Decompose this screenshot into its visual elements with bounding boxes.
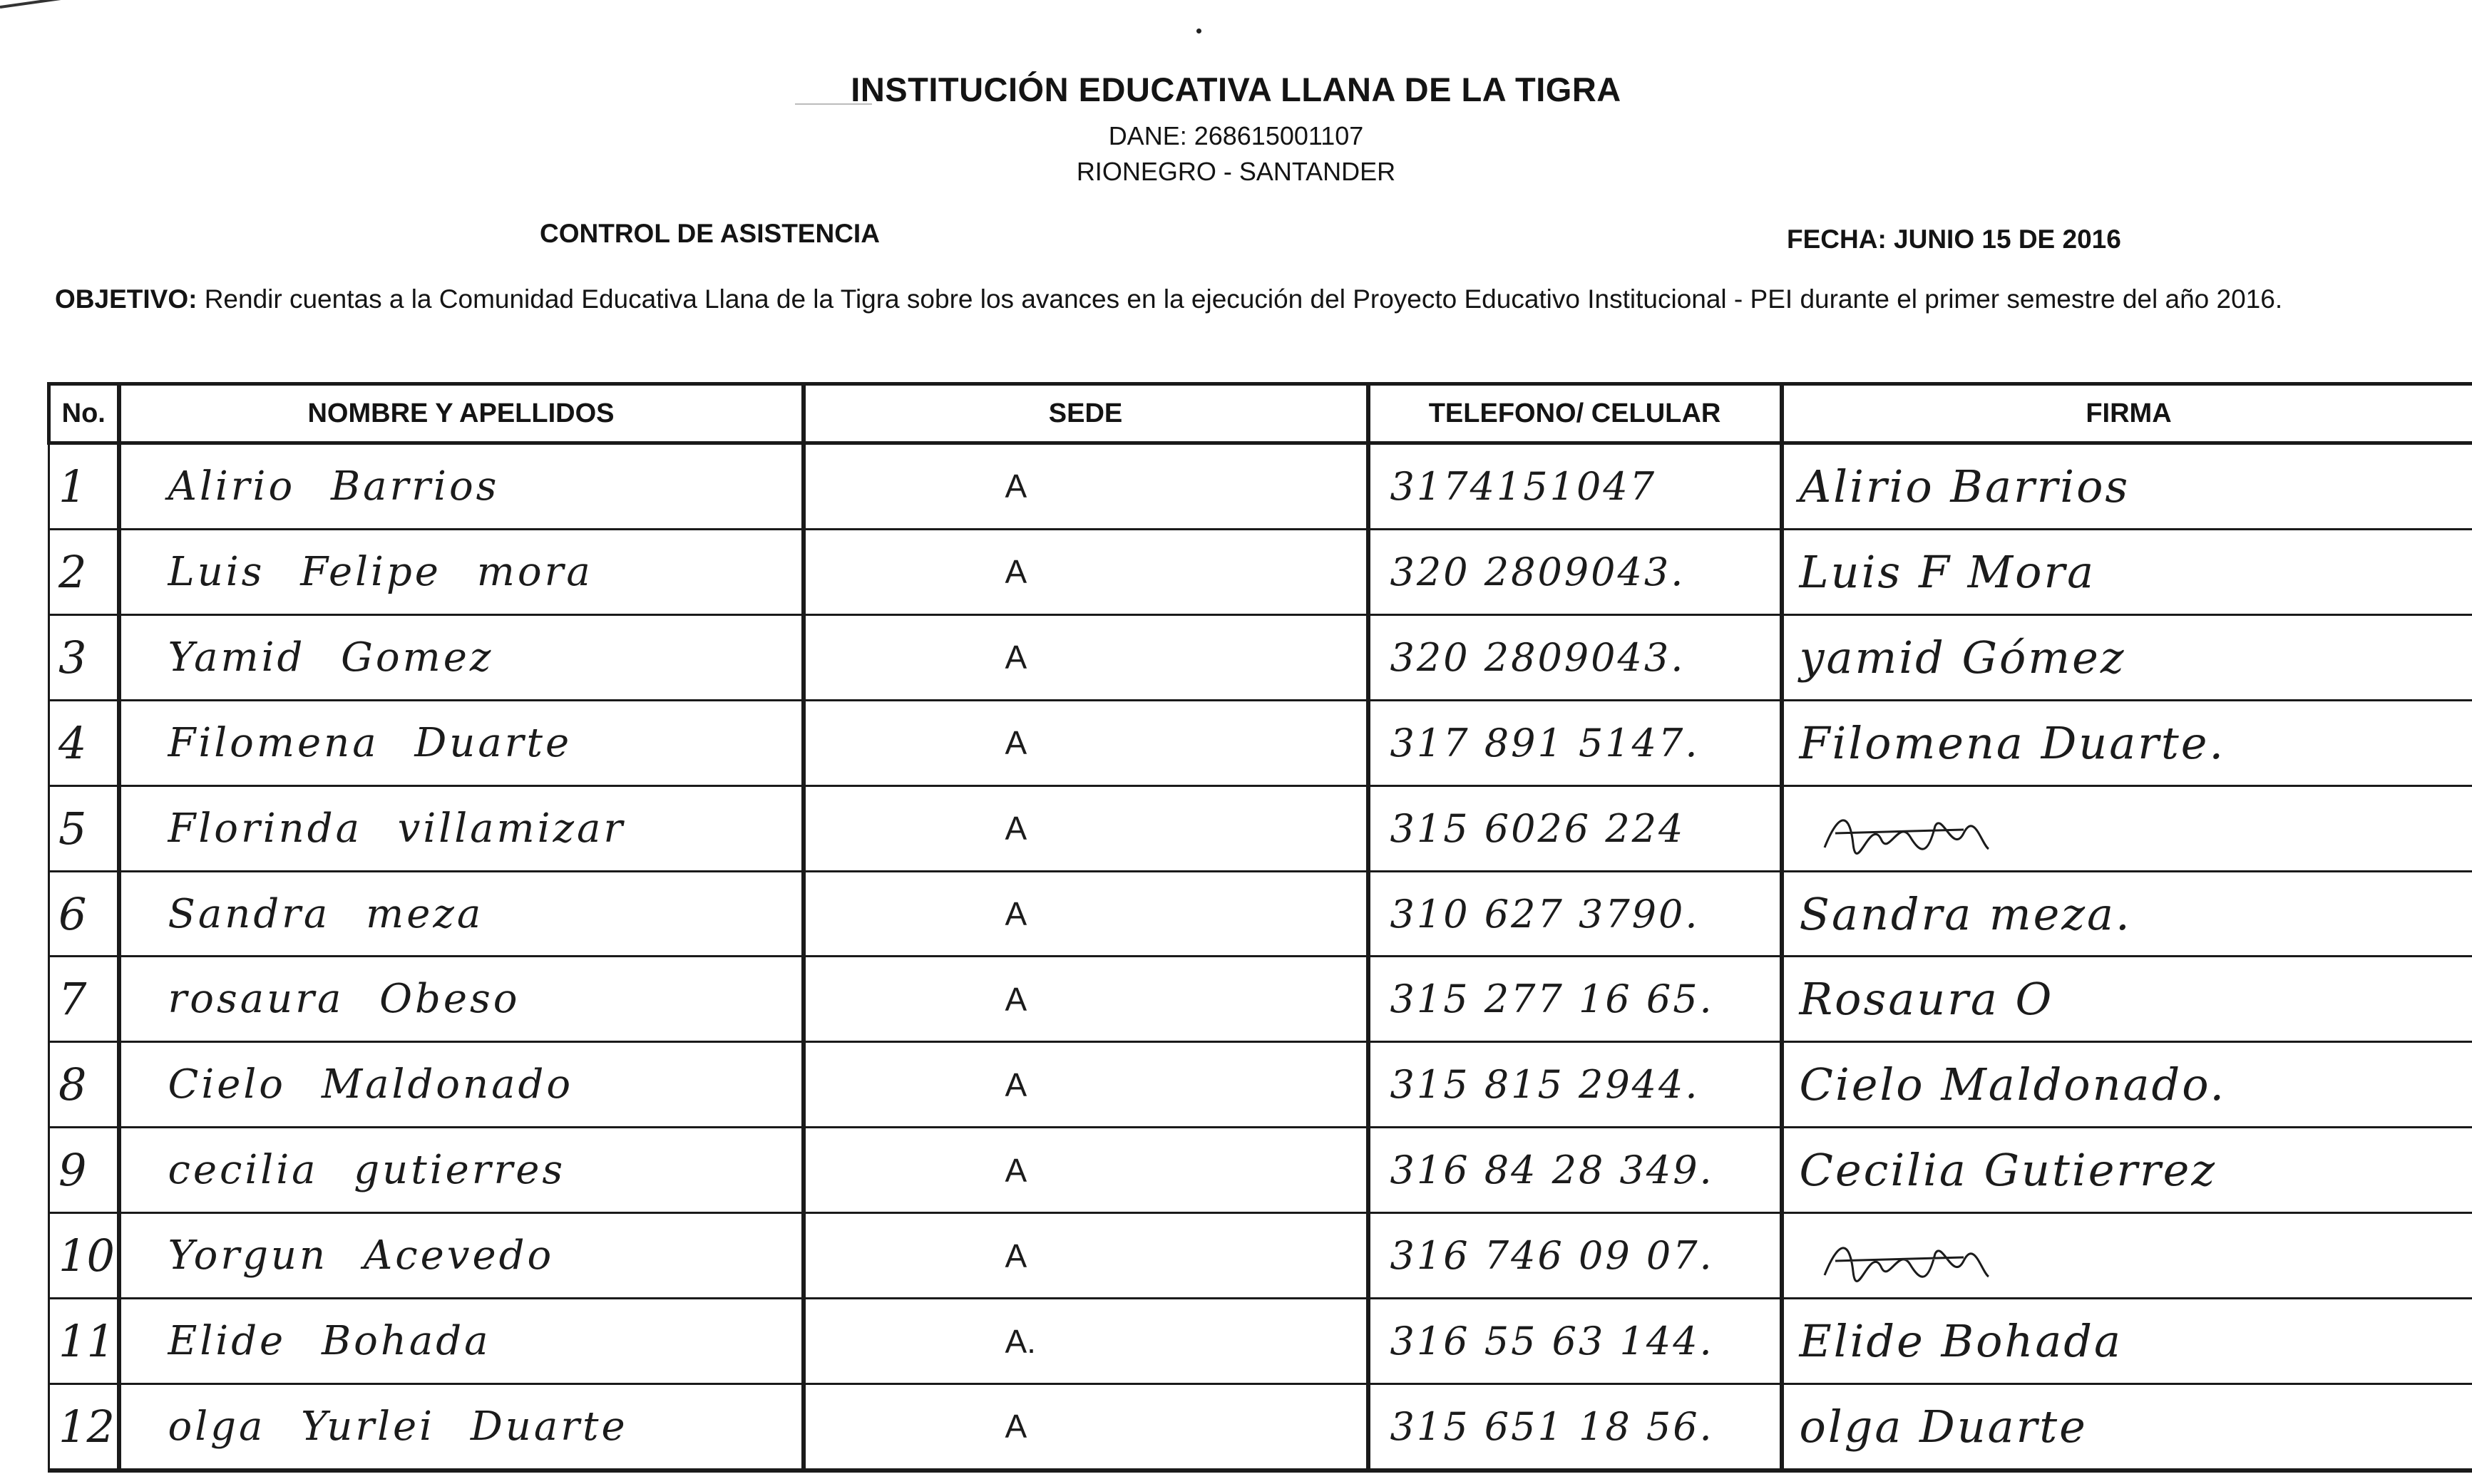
row-name-cell xyxy=(119,614,804,700)
row-sede: A xyxy=(1005,553,1027,591)
row-name: rosaura Obeso xyxy=(168,976,520,1023)
row-number: 10 xyxy=(58,1230,115,1282)
row-number-cell xyxy=(49,700,119,785)
row-sede: A xyxy=(1005,810,1027,847)
row-phone: 320 2809043. xyxy=(1390,549,1686,594)
row-signature-cell xyxy=(1782,700,2472,785)
table-row xyxy=(49,957,2472,1042)
row-phone: 315 815 2944. xyxy=(1390,1062,1700,1108)
row-sede-cell xyxy=(804,1213,1368,1299)
row-phone-cell xyxy=(1368,529,1782,614)
row-sede: A xyxy=(1005,639,1027,676)
row-name-cell xyxy=(119,1383,804,1470)
table-row xyxy=(49,443,2472,530)
row-number: 7 xyxy=(58,973,87,1026)
row-signature: yamid Gómez xyxy=(1799,631,2126,684)
row-phone: 316 746 09 07. xyxy=(1390,1233,1714,1279)
row-name: Cielo Maldonado xyxy=(168,1061,574,1108)
row-signature-cell xyxy=(1782,614,2472,700)
row-number: 5 xyxy=(58,802,87,855)
row-signature-cell xyxy=(1782,1213,2472,1299)
row-number: 1 xyxy=(58,460,87,512)
row-name-cell xyxy=(119,1213,804,1299)
row-sede-cell xyxy=(804,1383,1368,1470)
row-signature-cell xyxy=(1782,1042,2472,1128)
row-name-cell xyxy=(119,1299,804,1384)
row-signature: Luis F Mora xyxy=(1799,545,2096,598)
table-row xyxy=(49,785,2472,871)
row-sede-cell xyxy=(804,1299,1368,1384)
scan-mark xyxy=(0,0,67,9)
row-name: Filomena Duarte xyxy=(168,719,573,766)
row-name: Luis Felipe mora xyxy=(168,548,593,595)
table-row xyxy=(49,1383,2472,1470)
row-signature-cell xyxy=(1782,957,2472,1042)
row-sede-cell xyxy=(804,1128,1368,1213)
row-number: 2 xyxy=(58,545,87,598)
row-number: 4 xyxy=(58,716,87,769)
row-sede: A. xyxy=(1005,1322,1036,1360)
table-row xyxy=(49,1128,2472,1213)
scan-dot xyxy=(1196,29,1201,34)
header-name: NOMBRE Y APELLIDOS xyxy=(119,384,804,443)
row-name: Alirio Barrios xyxy=(168,463,500,510)
objective xyxy=(55,278,2436,321)
row-phone: 317 891 5147. xyxy=(1390,720,1700,766)
row-number-cell xyxy=(49,1213,119,1299)
table-row xyxy=(49,529,2472,614)
row-name-cell xyxy=(119,529,804,614)
row-sede: A xyxy=(1005,980,1027,1018)
row-name-cell xyxy=(119,785,804,871)
row-sede-cell xyxy=(804,529,1368,614)
header-sede: SEDE xyxy=(804,384,1368,443)
table-row xyxy=(49,1299,2472,1384)
row-phone-cell xyxy=(1368,443,1782,530)
row-number-cell xyxy=(49,1128,119,1213)
location: RIONEGRO - SANTANDER xyxy=(1076,157,1396,186)
row-signature: Cecilia Gutierrez xyxy=(1799,1144,2217,1197)
row-name: Sandra meza xyxy=(168,890,484,937)
row-sede: A xyxy=(1005,1151,1027,1189)
row-phone-cell xyxy=(1368,785,1782,871)
row-signature-cell xyxy=(1782,871,2472,957)
row-name: Yamid Gomez xyxy=(168,634,494,681)
row-sede-cell xyxy=(804,614,1368,700)
row-sede-cell xyxy=(804,785,1368,871)
row-phone-cell xyxy=(1368,614,1782,700)
table-row xyxy=(49,614,2472,700)
row-number-cell xyxy=(49,957,119,1042)
header-phone: TELEFONO/ CELULAR xyxy=(1368,384,1782,443)
row-phone-cell xyxy=(1368,1042,1782,1128)
header-no: No. xyxy=(49,384,119,443)
row-number: 6 xyxy=(58,887,87,940)
institution-name: INSTITUCIÓN EDUCATIVA LLANA DE LA TIGRA xyxy=(851,71,1621,108)
signature-scrawl-icon xyxy=(1821,1232,1992,1289)
row-number-cell xyxy=(49,1383,119,1470)
row-sede-cell xyxy=(804,871,1368,957)
objective-label: OBJETIVO: xyxy=(55,284,198,314)
row-name: Elide Bohada xyxy=(168,1318,491,1365)
dane-code: DANE: 268615001107 xyxy=(1108,121,1364,150)
table-row xyxy=(49,1042,2472,1128)
row-phone: 310 627 3790. xyxy=(1390,891,1700,937)
row-number-cell xyxy=(49,443,119,530)
header-signature: FIRMA xyxy=(1782,384,2472,443)
row-sede: A xyxy=(1005,1066,1027,1103)
row-name-cell xyxy=(119,1128,804,1213)
document-date: FECHA: JUNIO 15 DE 2016 xyxy=(1787,225,2121,254)
row-name-cell xyxy=(119,957,804,1042)
row-phone: 315 277 16 65. xyxy=(1390,977,1714,1022)
row-phone: 316 55 63 144. xyxy=(1390,1319,1714,1364)
row-sede: A xyxy=(1005,724,1027,762)
row-phone-cell xyxy=(1368,1299,1782,1384)
row-phone: 315 651 18 56. xyxy=(1390,1403,1714,1449)
table-body xyxy=(49,443,2472,1471)
row-phone-cell xyxy=(1368,1128,1782,1213)
document-title: CONTROL DE ASISTENCIA xyxy=(540,219,880,248)
table-row xyxy=(49,871,2472,957)
row-signature-cell xyxy=(1782,1299,2472,1384)
row-number-cell xyxy=(49,1042,119,1128)
row-number: 3 xyxy=(58,631,87,684)
table-header-row xyxy=(49,384,2472,443)
row-signature-cell xyxy=(1782,1383,2472,1470)
row-number: 11 xyxy=(58,1315,115,1368)
row-name-cell xyxy=(119,443,804,530)
row-sede-cell xyxy=(804,443,1368,530)
row-number: 12 xyxy=(58,1400,115,1453)
row-signature: Filomena Duarte. xyxy=(1799,716,2226,769)
row-name: Yorgun Acevedo xyxy=(168,1232,555,1279)
row-number-cell xyxy=(49,785,119,871)
row-number-cell xyxy=(49,1299,119,1384)
row-signature-cell xyxy=(1782,529,2472,614)
row-signature xyxy=(1784,795,1800,847)
row-number: 9 xyxy=(58,1144,87,1197)
row-signature: Elide Bohada xyxy=(1799,1315,2123,1368)
signature-scrawl-icon xyxy=(1821,805,1992,862)
row-phone-cell xyxy=(1368,871,1782,957)
row-name: olga Yurlei Duarte xyxy=(168,1403,628,1450)
row-sede-cell xyxy=(804,957,1368,1042)
row-sede-cell xyxy=(804,700,1368,785)
row-phone-cell xyxy=(1368,700,1782,785)
row-name: Florinda villamizar xyxy=(168,805,626,852)
row-signature-cell xyxy=(1782,785,2472,871)
row-name-cell xyxy=(119,1042,804,1128)
row-phone: 316 84 28 349. xyxy=(1390,1148,1714,1193)
row-sede: A xyxy=(1005,1237,1027,1274)
row-number-cell xyxy=(49,871,119,957)
row-signature: olga Duarte xyxy=(1799,1400,2088,1453)
row-phone: 315 6026 224 xyxy=(1390,805,1686,851)
row-phone-cell xyxy=(1368,1213,1782,1299)
row-name-cell xyxy=(119,871,804,957)
row-sede: A xyxy=(1005,1408,1027,1446)
row-signature-cell xyxy=(1782,1128,2472,1213)
row-signature: Cielo Maldonado. xyxy=(1799,1058,2227,1111)
row-signature: Alirio Barrios xyxy=(1799,460,2130,512)
row-phone: 320 2809043. xyxy=(1390,634,1686,680)
row-sede: A xyxy=(1005,895,1027,932)
table-row xyxy=(49,700,2472,785)
row-signature xyxy=(1784,1222,1800,1274)
row-phone: 3174151047 xyxy=(1390,463,1657,509)
row-number-cell xyxy=(49,529,119,614)
attendance-table xyxy=(47,382,2472,1473)
objective-text: Rendir cuentas a la Comunidad Educativa Llana de la Tigra sobre los avances en la ejecución del Proyecto Educativo Institucional - PEI durante el primer semestre del año 2016. xyxy=(197,284,2283,314)
row-signature-cell xyxy=(1782,443,2472,530)
row-name-cell xyxy=(119,700,804,785)
row-signature: Sandra meza. xyxy=(1799,887,2132,940)
row-sede-cell xyxy=(804,1042,1368,1128)
row-sede: A xyxy=(1005,468,1027,505)
row-number-cell xyxy=(49,614,119,700)
row-signature: Rosaura O xyxy=(1799,973,2054,1026)
row-phone-cell xyxy=(1368,957,1782,1042)
table-row xyxy=(49,1213,2472,1299)
row-phone-cell xyxy=(1368,1383,1782,1470)
row-name: cecilia gutierres xyxy=(168,1147,566,1194)
row-number: 8 xyxy=(58,1058,87,1111)
